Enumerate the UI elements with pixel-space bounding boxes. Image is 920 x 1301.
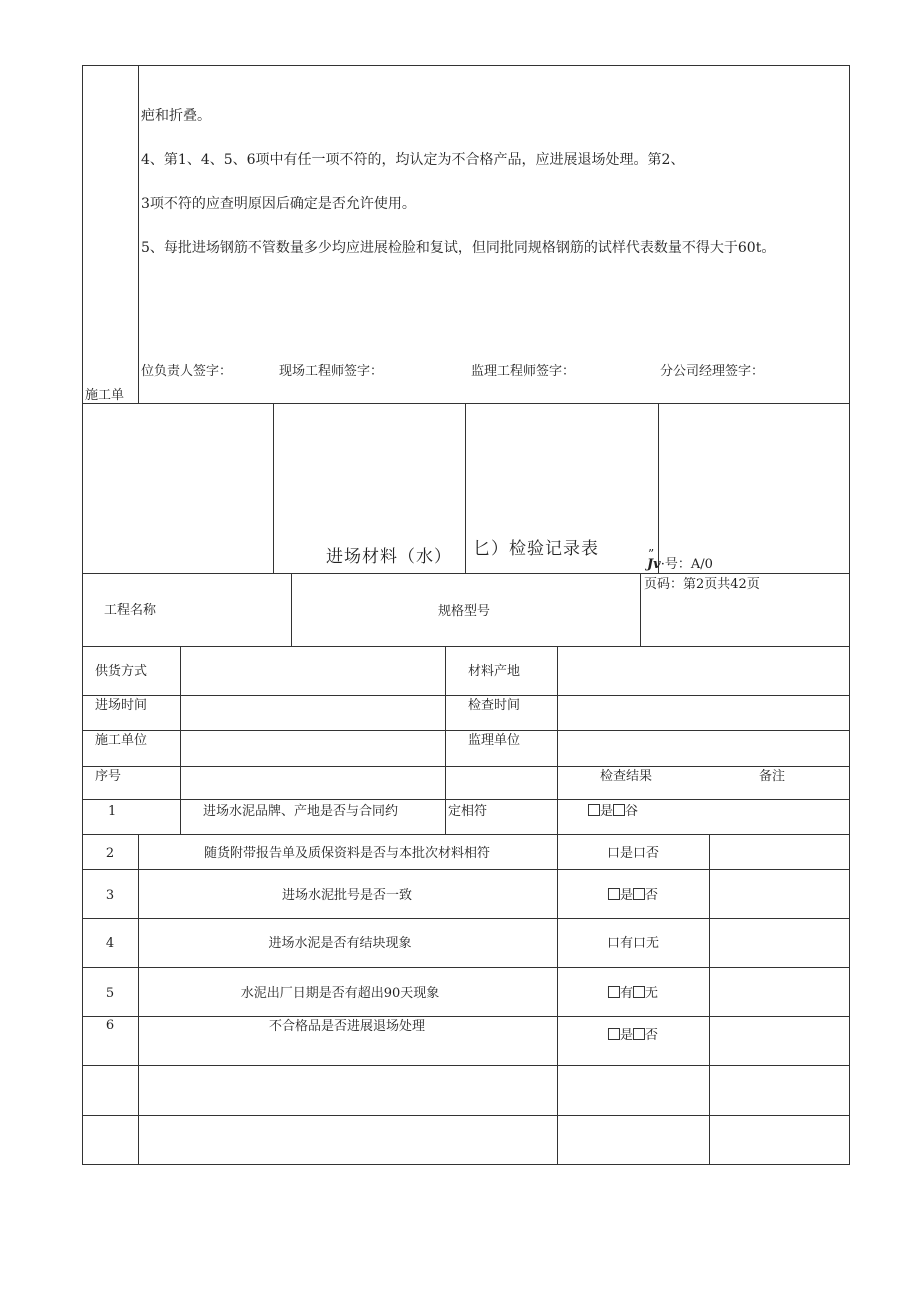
row-1-opt2: 谷 — [625, 804, 639, 819]
row-4-opt1: 有 — [619, 936, 633, 951]
signature-unit-label: 施工单 — [85, 388, 125, 403]
requirement-line-2: 4、第1、4、5、6项中有任一项不符的，均认定为不合格产品，应进展退场处理。第2、 — [141, 152, 685, 168]
spec-label: 规格型号 — [438, 604, 491, 619]
row-2-opt2: 否 — [646, 846, 660, 861]
signature-responsible: 位负责人签字： — [141, 364, 233, 379]
checkbox-3a[interactable] — [608, 888, 620, 900]
form-code-prefix: Jv — [647, 557, 661, 572]
row-5-item: 水泥出厂日期是否有超出90天现象 — [240, 986, 440, 1001]
row-2-result — [607, 846, 659, 862]
signature-site-engineer: 现场工程师签字： — [279, 364, 384, 379]
form-code-suffix: ·号：A/0 — [660, 557, 713, 572]
form-code-mark: ” — [648, 547, 655, 561]
requirement-line-4: 5、每批进场钢筋不管数量多少均应进展检脸和复试，但同批同规格钢筋的试样代表数量不得大于60t。 — [141, 240, 776, 256]
row-1-number: 1 — [108, 804, 117, 819]
row-1-opt1: 是 — [600, 804, 614, 819]
row-6-opt2: 否 — [645, 1028, 659, 1043]
row-3-number: 3 — [105, 888, 115, 903]
supply-method-label: 供货方式 — [95, 664, 148, 679]
result-column-header: 检查结果 — [600, 769, 653, 784]
checkbox-6a[interactable] — [608, 1028, 620, 1040]
row-4-item: 进场水泥是否有结块现象 — [268, 936, 412, 951]
checkbox-4a[interactable]: 口 — [606, 936, 620, 951]
form-title-right: 匕）检验记录表 — [473, 539, 599, 559]
row-4-result — [607, 936, 659, 952]
checkbox-2b[interactable]: 口 — [633, 846, 647, 861]
row-5-opt1: 有 — [619, 986, 633, 1001]
checkbox-3b[interactable] — [633, 888, 645, 900]
requirement-line-1: 疤和折叠。 — [141, 108, 211, 124]
construction-unit-label: 施工单位 — [95, 733, 148, 748]
inspection-time-label: 检查时间 — [468, 698, 521, 713]
entry-time-label: 进场时间 — [95, 698, 148, 713]
supervision-unit-label: 监理单位 — [468, 733, 521, 748]
row-5-number: 5 — [105, 986, 115, 1001]
checkbox-4b[interactable]: 口 — [633, 936, 647, 951]
row-5-result — [608, 986, 658, 1002]
checkbox-1b[interactable] — [613, 804, 625, 816]
page-info: 页码：第2页共42页 — [644, 577, 760, 592]
checkbox-5b[interactable] — [633, 986, 645, 998]
row-3-item: 进场水泥批号是否一致 — [281, 888, 413, 903]
row-6-opt1: 是 — [619, 1028, 633, 1043]
row-1-result — [588, 804, 638, 820]
remark-column-header: 备注 — [759, 769, 786, 784]
row-3-opt2: 否 — [645, 888, 659, 903]
form-code — [647, 557, 713, 573]
row-1-item-a: 进场水泥品牌、产地是否与合同约 — [203, 804, 399, 819]
checkbox-2a[interactable]: 口 — [606, 846, 620, 861]
row-5-opt2: 无 — [645, 986, 659, 1001]
row-2-number: 2 — [105, 846, 115, 861]
row-3-result — [608, 888, 658, 904]
checkbox-6b[interactable] — [633, 1028, 645, 1040]
row-6-number: 6 — [105, 1018, 115, 1033]
seq-column-header: 序号 — [95, 769, 122, 784]
origin-label: 材料产地 — [468, 664, 521, 679]
row-3-opt1: 是 — [619, 888, 633, 903]
row-2-opt1: 是 — [619, 846, 633, 861]
project-name-label: 工程名称 — [104, 603, 157, 618]
row-2-item: 随货附带报告单及质保资料是否与本批次材料相符 — [203, 846, 491, 861]
signature-branch-manager: 分公司经理签字： — [660, 364, 765, 379]
row-4-number: 4 — [105, 936, 115, 951]
row-6-item: 不合格品是否进展退场处理 — [268, 1019, 426, 1034]
checkbox-1a[interactable] — [588, 804, 600, 816]
signature-supervisor: 监理工程师签字： — [471, 364, 576, 379]
checkbox-5a[interactable] — [608, 986, 620, 998]
row-4-opt2: 无 — [646, 936, 660, 951]
requirement-line-3: 3项不符的应查明原因后确定是否允许使用。 — [141, 196, 416, 212]
row-1-item-b: 定相符 — [448, 804, 488, 819]
row-6-result — [608, 1028, 658, 1044]
form-title-left: 进场材料（水） — [326, 547, 452, 567]
